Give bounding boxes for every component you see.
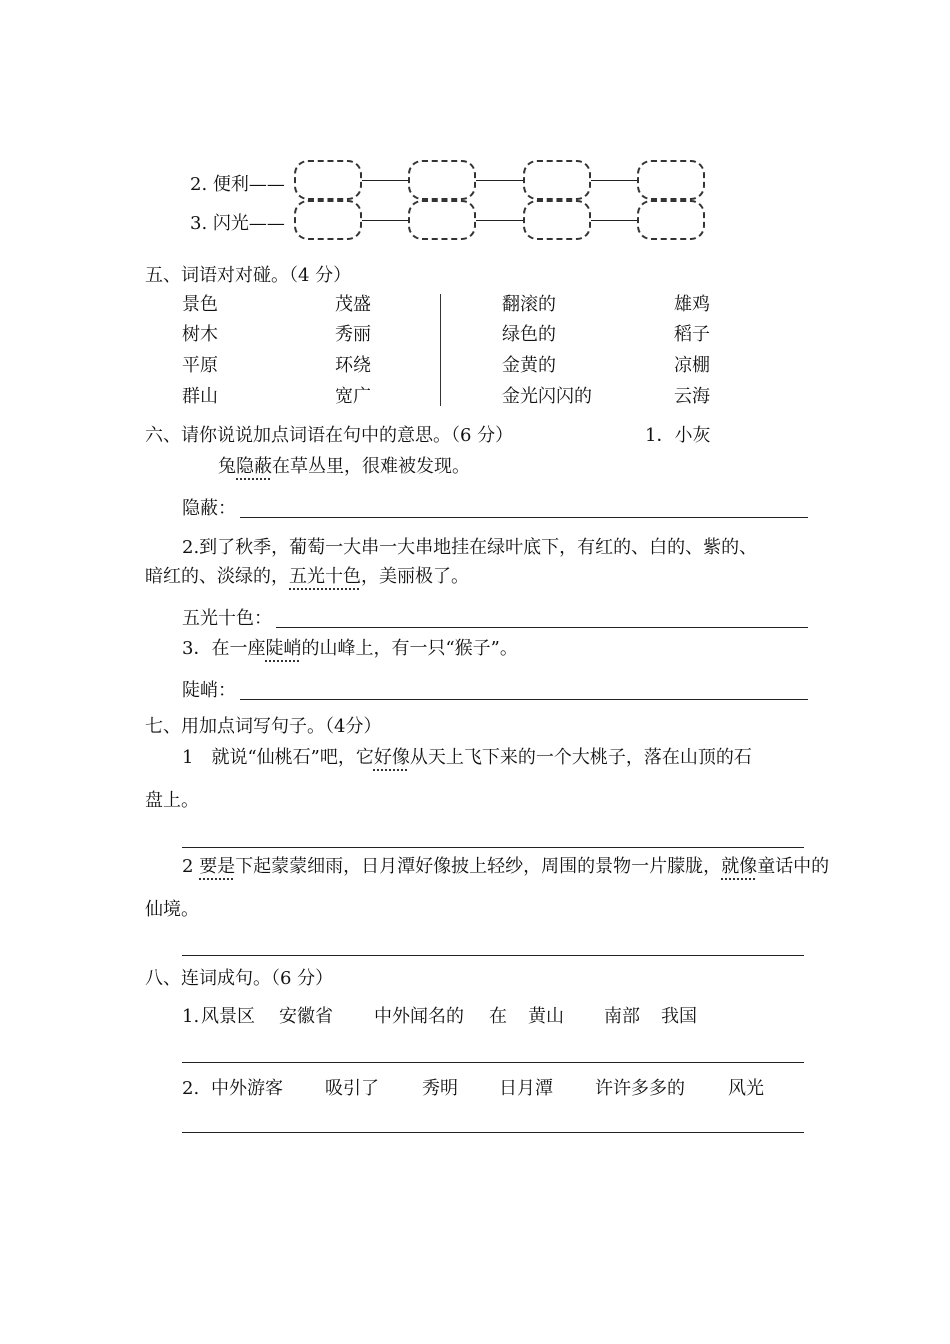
answer-line[interactable] [182,955,804,956]
dotted-word: 就像 [721,856,758,877]
section8-title: 八、连词成句。（6 分） [145,968,334,989]
word-item[interactable]: 环绕 [335,355,371,376]
connector [591,180,637,181]
answer-box[interactable] [294,200,362,240]
word-card[interactable]: 秀明 [422,1078,458,1099]
text: 暗红的、淡绿的， [145,566,289,587]
word-card[interactable]: 黄山 [528,1006,564,1027]
word-item[interactable]: 茂盛 [335,294,371,315]
q1-sentence [218,456,470,478]
answer-line[interactable] [240,517,808,518]
q2-line2: 仙境。 [145,899,199,920]
word-card[interactable]: 在 [489,1006,507,1027]
answer-box[interactable] [294,160,362,200]
word-item[interactable]: 树木 [182,324,218,345]
chain-label: 2. 便利—— [190,174,285,195]
connector [476,220,523,221]
q1-num: 1. [182,1006,200,1027]
dotted-word: 五光十色 [289,566,361,587]
q1-start: 1．小灰 [645,425,711,446]
section6-title: 六、请你说说加点词语在句中的意思。（6 分） [145,425,514,446]
connector [476,180,523,181]
word-item[interactable]: 翻滚的 [502,294,556,315]
answer-box[interactable] [637,200,705,240]
text: 兔 [218,456,236,477]
q2-num: 2. [182,1078,200,1099]
word-card[interactable]: 风景区 [201,1006,255,1027]
word-item[interactable]: 景色 [182,294,218,315]
text: 童话中的 [757,856,830,877]
answer-line[interactable] [276,627,808,628]
text: 的山峰上，有一只“猴子”。 [301,638,518,659]
q2-sentence [182,856,829,878]
text: ，美丽极了。 [361,566,469,587]
word-card[interactable]: 中外游客 [211,1078,283,1099]
q1-sentence [182,747,752,769]
q1-line2: 盘上。 [145,790,199,811]
answer-box[interactable] [523,160,591,200]
word-card[interactable]: 吸引了 [325,1078,379,1099]
dotted-word: 要是 [199,856,236,877]
text: 在草丛里，很难被发现。 [272,456,470,477]
word-card[interactable]: 我国 [661,1006,697,1027]
answer-line[interactable] [182,1062,804,1063]
word-card[interactable]: 风光 [728,1078,764,1099]
word-card[interactable]: 安徽省 [279,1006,333,1027]
answer-label: 隐蔽： [182,498,236,519]
answer-box[interactable] [408,200,476,240]
answer-line[interactable] [240,699,808,700]
text: 3．在一座 [182,638,266,659]
text: 1 就说“仙桃石”吧，它 [182,747,374,768]
word-item[interactable]: 凉棚 [674,355,710,376]
word-card[interactable]: 中外闻名的 [374,1006,464,1027]
connector [362,220,408,221]
word-card[interactable]: 南部 [604,1006,640,1027]
word-item[interactable]: 金黄的 [502,355,556,376]
word-item[interactable]: 宽广 [335,386,371,407]
text: 下起蒙蒙细雨，日月潭好像披上轻纱，周围的景物一片朦胧， [235,856,722,877]
word-card[interactable]: 许许多多的 [595,1078,685,1099]
connector [362,180,408,181]
word-item[interactable]: 平原 [182,355,218,376]
answer-box[interactable] [637,160,705,200]
dotted-word: 好像 [373,747,410,768]
answer-box[interactable] [408,160,476,200]
dotted-word: 隐蔽 [236,456,272,477]
word-item[interactable]: 金光闪闪的 [502,386,592,407]
q2-line1: 2.到了秋季，葡萄一大串一大串地挂在绿叶底下，有红的、白的、紫的、 [182,537,758,558]
word-item[interactable]: 云海 [674,386,710,407]
q3-sentence [182,638,518,660]
text: 从天上飞下来的一个大桃子，落在山顶的石 [409,747,752,768]
answer-box[interactable] [523,200,591,240]
q2-line2 [145,566,469,588]
column-divider [440,294,441,406]
word-card[interactable]: 日月潭 [499,1078,553,1099]
word-item[interactable]: 秀丽 [335,324,371,345]
answer-label: 五光十色： [182,608,272,629]
word-item[interactable]: 稻子 [674,324,710,345]
chain-label: 3. 闪光—— [190,213,285,234]
word-item[interactable]: 群山 [182,386,218,407]
section7-title: 七、用加点词写句子。（4分） [145,716,382,737]
answer-label: 陡峭： [182,680,236,701]
word-item[interactable]: 雄鸡 [674,294,710,315]
connector [591,220,637,221]
dotted-word: 陡峭 [265,638,302,659]
section5-title: 五、词语对对碰。（4 分） [145,265,352,286]
text: 2 [182,856,194,877]
word-item[interactable]: 绿色的 [502,324,556,345]
answer-line[interactable] [182,847,804,848]
answer-line[interactable] [182,1132,804,1133]
